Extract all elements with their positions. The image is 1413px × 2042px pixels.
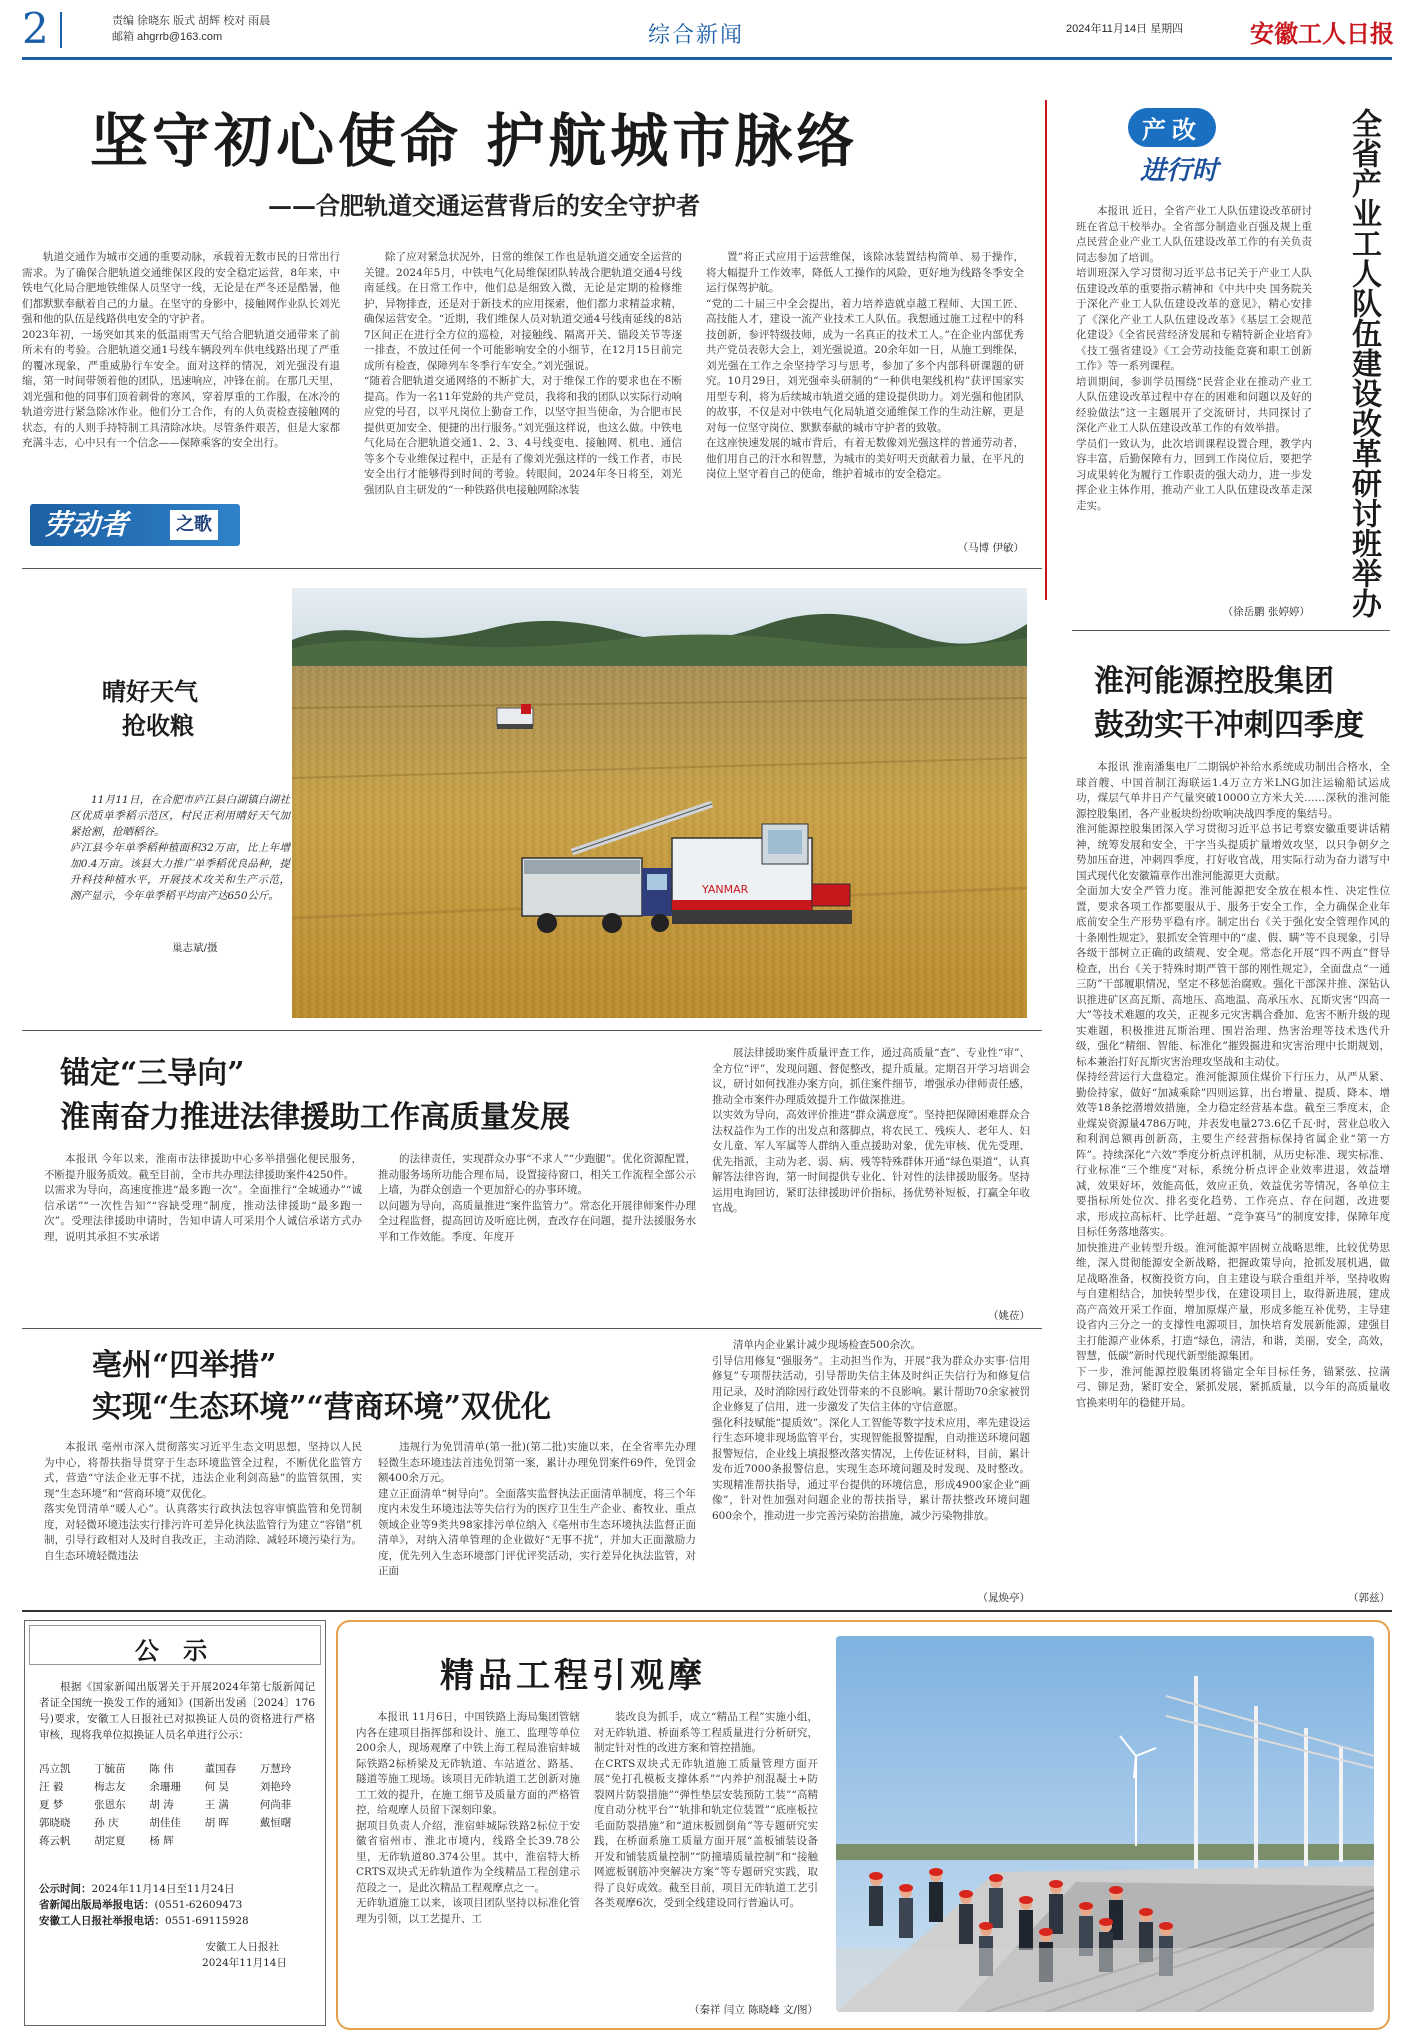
bozhou-col1-text: 本报讯 亳州市深入贯彻落实习近平生态文明思想，坚持以人民为中心，将帮扶指导贯穿于生态环境监管全过程，不断优化监管方式，营造“守法企业无事不扰，违法企业利剑高悬”的监管氛围，实现“生态环境”和“营商环境”双优化。 落实免罚清单“暖人心”。认真落实行政执法包容审慎监管和免罚制度，对轻微环境违法实行排污许可差异化执法监管行为建立“容错”机制，引导行政相对人及时自我改正，主动消除、减轻环境污染行为。自生态环境轻微违法 bbox=[44, 1441, 362, 1562]
notice-phone1-label: 省新闻出版局举报电话： bbox=[39, 1899, 155, 1911]
notice-name: 蒋云帆 bbox=[39, 1835, 71, 1847]
notice-signer: 安徽工人日报社 bbox=[205, 1941, 279, 1953]
quality-column-2 bbox=[594, 1710, 818, 2000]
legal-column-3 bbox=[712, 1046, 1030, 1310]
notice-name: 胡 晖 bbox=[204, 1817, 229, 1829]
page-number: 2 bbox=[22, 4, 49, 53]
energy-byline: （郭兹） bbox=[1348, 1592, 1390, 1604]
visitor-figure bbox=[899, 1884, 913, 1938]
notice-name: 余珊珊 bbox=[149, 1781, 181, 1793]
labor-song-tag-main: 劳动者 bbox=[44, 508, 129, 541]
notice-name: 董国春 bbox=[204, 1763, 237, 1775]
notice-body: 根据《国家新闻出版署关于开展2024年第七版新闻记者证全国统一换发工作的通知》(国新出发函〔2024〕176号)要求，安徽工人日报社已对拟换证人员的资格进行严格审核，现将我单位拟换证人员名单进行公示： bbox=[39, 1681, 315, 1741]
notice-name: 杨 辉 bbox=[149, 1835, 174, 1847]
notice-name: 万慧玲 bbox=[259, 1763, 292, 1775]
notice-name: 张恩东 bbox=[94, 1799, 126, 1811]
legal-byline: （姚莅） bbox=[988, 1310, 1030, 1322]
quality-col2-text: 装改良为抓手，成立“精品工程”实施小组，对无砟轨道、桥面系等工程质量进行分析研究，制定针对性的改进方案和管控措施。 在CRTS双块式无砟轨道施工质量管理方面开展“免打孔模板支撑体系”“内养护剂混凝土+防裂网片防裂措施”“弹性垫层安装预防工装”“高精度自动分枕平台”“轨排和轨定位装置”“底座板拉毛面防裂措施”和“道床板圆倒角”等专题研究实践，在桥面系施工质量方面开展“盖板铺装设备开发和铺装质量控制”“防撞墙质量控制”和“接触网遮板钢筋冲突解决方案”等专题研究实践，取得了良好成效。截至目前，项目无砟轨道工艺引各类观摩6次，受到全线建设同行普遍认可。 bbox=[594, 1711, 818, 1909]
lead-subheadline: ——合肥轨道交通运营背后的安全守护者 bbox=[268, 191, 700, 220]
reform-badge-bottom: 进行时 bbox=[1140, 156, 1219, 186]
quality-photo bbox=[836, 1636, 1374, 2012]
bozhou-column-3 bbox=[712, 1338, 1030, 1588]
harvest-photographer: 巢志斌/摄 bbox=[172, 942, 218, 954]
lead-divider-h bbox=[22, 568, 1042, 569]
legal-title-line1: 锚定“三导向” bbox=[60, 1056, 245, 1091]
notice-name: 郭晓晓 bbox=[39, 1817, 71, 1829]
notice-name: 胡定夏 bbox=[94, 1835, 126, 1847]
notice-phone1: (0551-62609473 bbox=[154, 1899, 243, 1911]
legal-divider-bottom bbox=[22, 1328, 1042, 1329]
email-line: 邮箱 ahgrrb@163.com bbox=[112, 31, 223, 43]
notice-signed-date: 2024年11月14日 bbox=[202, 1957, 287, 1969]
notice-box bbox=[24, 1620, 326, 2026]
lead-col2-text: 除了应对紧急状况外，日常的维保工作也是轨道交通安全运营的关键。2024年5月，中铁电气化局维保团队转战合肥轨道交通4号线南延线。在日常工作中，他们总是细致入微，无论是定期的检修维护，异物排查，还是对于新技术的应用探索，他们都力求精益求精，确保运营安全。“近期，我们维保人员对轨道交通4号线南延线的8站7区间正在进行全方位的巡检，对接触线、隔离开关、锚段关节等逐一排查，不放过任何一个可能影响安全的小细节，在12月15日前完成所有检查，保障列车冬季行车安全。”刘光强说。 “随着合肥轨道交通网络的不断扩大，对于维保工作的要求也在不断提高。作为一名11年党龄的共产党员，我将和我的团队以实际行动响应党的号召，以平凡岗位上勤奋工作，以坚守担当使命，为合肥市民提供更加安全、便捷的出行服务。”刘光强这样说，也这么做。中铁电气化局在合肥轨道交通1、2、3、4号线变电、接触网、机电、通信等多个专业维保过程中，正是有了像刘光强这样的一线工作者，市民安全出行才能够得到时间的考验。转眼间，2024年冬日将至，刘光强团队自主研发的“一种铁路供电接触网除冰装 bbox=[364, 251, 682, 496]
reform-badge-top: 产改 bbox=[1128, 108, 1216, 147]
notice-name: 夏 梦 bbox=[39, 1799, 64, 1811]
notice-name: 孙 庆 bbox=[94, 1817, 119, 1829]
legal-col3-text: 展法律援助案件质量评查工作，通过高质量“查”、专业性“审”、全方位“评”，发现问题、督促整改，提升质量。定期召开学习培训会议，研讨如何找准办案方向，抓住案件细节，增强承办律师责任感，推动全市案件办理质效提升工作做深推进。 以实效为导向，高效评价推进“群众满意度”。坚持把保障困难群众合法权益作为工作的出发点和落脚点，将农民工、残疾人、老年人、妇女儿童、军人军属等人群纳入重点援助对象，优先审核、优先受理、优先指派，主动为老、弱、病、残等特殊群体开通“绿色渠道”，认真解答法律咨询，第一时间提供专业化、针对性的法律援助服务。坚持运用电询回访，紧盯法律援助评价指标，扬优势补短板，打赢全年收官战。 bbox=[712, 1047, 1030, 1214]
notice-name: 刘艳玲 bbox=[259, 1781, 292, 1793]
reform-vertical-title: 全省产业工人队伍建设改革研讨班举办 bbox=[1346, 108, 1381, 618]
quality-column-1 bbox=[356, 1710, 580, 2010]
quality-title: 精品工程引观摩 bbox=[440, 1656, 706, 1696]
lead-column-3 bbox=[706, 250, 1024, 540]
reform-badge bbox=[1100, 100, 1280, 190]
notice-footer bbox=[39, 1881, 315, 1971]
visitor-figure bbox=[929, 1868, 943, 1922]
harvest-title-line1: 晴好天气 bbox=[102, 677, 198, 706]
reform-byline: （徐岳鹏 张婷婷） bbox=[1222, 606, 1310, 618]
notice-name-grid bbox=[39, 1761, 315, 1849]
labor-song-tag bbox=[30, 504, 240, 546]
legal-divider-top bbox=[22, 1030, 1042, 1031]
quality-col1-text: 本报讯 11月6日，中国铁路上海局集团管辖内各在建项目指挥部和设计、施工、监理等单位200余人，现场观摩了中铁上海工程局淮宿蚌城际铁路2标桥梁及无砟轨道、车站道岔、路基、隧道等施工现场。该项目无砟轨道工艺创新对施工工效的提升，在施工细节及质量方面的严格管控，给观摩人员留下深刻印象。 据项目负责人介绍，淮宿蚌城际铁路2标位于安徽省宿州市、淮北市境内，线路全长39.78公里，无砟轨道80.374公里。其中，淮宿特大桥CRTS双块式无砟轨道作为全线精品工程创建示范段之一，是此次精品工程观摩点之一。 无砟轨道施工以来，该项目团队坚持以标准化管理为引领，以工艺提升、工 bbox=[356, 1711, 580, 1925]
section-name: 综合新闻 bbox=[648, 23, 745, 48]
harvest-field-image bbox=[292, 588, 1027, 1018]
notice-name: 何尚菲 bbox=[259, 1799, 292, 1811]
main-divider-bottom bbox=[22, 1610, 1392, 1612]
notice-name: 汪 毅 bbox=[39, 1781, 64, 1793]
visitor-figure bbox=[959, 1890, 973, 1944]
paper-name: 安徽工人日报 bbox=[1250, 19, 1394, 48]
lead-headline: 坚守初心使命 护航城市脉络 bbox=[90, 107, 859, 175]
bozhou-column-2 bbox=[378, 1440, 696, 1600]
labor-song-tag-suffix: 之歌 bbox=[170, 510, 218, 540]
energy-body-text: 本报讯 淮南潘集电厂二期锅炉补给水系统成功制出合格水，全球首艘、中国首制江海联运1.4万立方米LNG加注运输船试运成功，煤层气单井日产气量突破10000立方米大关……深秋的淮河能源控股集团，各产业板块纷纷吹响决战四季度的集结号。 淮河能源控股集团深入学习贯彻习近平总书记考察安徽重要讲话精神，统筹发展和安全，干字当头提质扩量增效攻坚，以只争朝夕之势加压奋进，冲刺四季度，打好收官战，用实际行动为奋力谱写中国式现代化安徽篇章作出淮河能源更大贡献。 全面加大安全严管力度。淮河能源把安全放在根本性、决定性位置，要求各项工作都要服从于、服务于安全工作，全力确保企业年底前安全生产形势平稳有序。制定出台《关于强化安全管理作风的十条刚性规定》，狠抓安全管理中的“虚、假、瞒”等不良现象，引导各级干部树立正确的政绩观、安全观。常态化开展“四不两直”督导检查，出台《关于特殊时期严管干部的刚性规定》，全面盘点“一通三防”干部履职情况，坚定不移惩治腐败。强化干部深井推、深钻认识推进矿区高瓦斯、高地压、高地温、高承压水、瓦斯灾害“四高一大”等技术难题的攻关，正视多元灾害耦合叠加、危害不断升级的现实难题，积极推进瓦斯治理、围岩治理、热害治理等技术迭代升级，强化“精细、智能、标准化”摧毁掘进和灾害治理中长期规划，标本兼治打好瓦斯灾害治理攻坚战和主动仗。 保持经营运行大盘稳定。淮河能源顶住煤价下行压力，从严从紧、勤俭持家，做好“加减乘除”四则运算，出台增量、提质、降本、增效等18条挖潜增效措施，全力稳定经营基本盘。截至三季度末，企业煤炭资源量4786万吨，并表发电量273.6亿千瓦·时，营业总收入和利润总额再创新高，主要生产经营指标保持省属企业“第一方阵”。持续深化“六效”季度分析点评机制，从历史标准、现实标准、行业标准“三个维度”对标，系统分析点评企业效率进退，效益增减，效果好坏，效能高低，效应正负，效益优劣等情况，各单位主要指标所处位次、排名变化趋势、工作亮点、存在问题，改进要求，形成拉高标杆、比学赶超、“竞争赛马”的制度安排，保障年度目标任务落地落实。 加快推进产业转型升级。淮河能源牢固树立战略思维，比较优势思维，深入贯彻能源安全新战略，把握政策导向，抢抓发展机遇，做足战略准备，权衡投资方向，自主建设与联合重组并举，坚持收购与自建相结合，加快转型步伐，在建设项目上，取得新进展，建成高产高效开采工作面，增加原煤产量，形成多能互补优势，主导建设省内三分之一的支撑性电源项目，加快培育发展新能源，建强目主打能源产业体系，打造“绿色，清洁，和谐，美丽，安全，高效，智慧，低碳”新时代现代新型能源集团。 下一步，淮河能源控股集团将锚定全年目标任务，锚紧弦、拉满弓、铆足劲，紧盯安全，紧抓发展，紧抓质量，以今年的高质量收官换来明年的稳健开局。 bbox=[1076, 761, 1390, 1409]
legal-col2-text: 的法律责任，实现群众办事“不求人”“少跑腿”。优化资源配置，推动服务场所功能合理布局，设置接待窗口，相关工作流程全部公示上墙，为群众创造一个更加舒心的办事环境。 以问题为导向，高质量推进“案件监管力”。常态化开展律师案件办理全过程监督，提高回访及听庭比例，查改存在问题，提升法援服务水平和工作效能。季度、年度开 bbox=[378, 1153, 696, 1243]
notice-name: 冯立凯 bbox=[39, 1763, 71, 1775]
notice-phone2: 0551-69115928 bbox=[165, 1915, 249, 1927]
visitor-figure bbox=[869, 1872, 883, 1926]
notice-name bbox=[260, 1833, 315, 1849]
notice-name: 胡佳佳 bbox=[149, 1817, 181, 1829]
quality-byline: （秦祥 闫立 陈晓峰 文/图） bbox=[688, 2004, 818, 2016]
lead-col3-text: 置”将正式应用于运营维保，该除冰装置结构简单、易于操作，将大幅提升工作效率，降低人工操作的风险，更好地为线路冬季安全运行保驾护航。 “党的二十届三中全会提出，着力培养造就卓越工程师、大国工匠、高技能人才，建设一流产业技术工人队伍。我想通过施工过程中的科技创新，参评特级技师，成为一名真正的技术工人。”在企业内部优秀共产党员表彰大会上，刘光强说道。20余年如一日，从施工到维保，刘光强在工作之余坚持学习与思考，参加了多个内部科研课题的研究。10月29日，刘光强牵头研制的“一种供电架线机构”获评国家实用型专利，将为后续城市轨道交通的建设提供助力。刘光强和他团队的故事，不仅是对中铁电气化局轨道交通维保工作的生动注解，更是对每一位坚守岗位、默默奉献的城市守护者的致敬。 在这座快速发展的城市背后，有着无数像刘光强这样的普通劳动者，他们用自己的汗水和智慧，为城市的美好明天贡献着力量，在平凡的岗位上坚守着自己的使命，维护着城市的安全稳定。 bbox=[706, 251, 1024, 480]
energy-body bbox=[1076, 760, 1390, 1592]
notice-name: 梅志友 bbox=[94, 1781, 126, 1793]
notice-name bbox=[205, 1833, 260, 1849]
bozhou-byline: （晁焕亭） bbox=[977, 1592, 1030, 1604]
notice-period-row bbox=[39, 1881, 315, 1897]
notice-phone2-row bbox=[39, 1913, 315, 1929]
reform-divider bbox=[1072, 630, 1390, 631]
notice-name: 胡 涛 bbox=[149, 1799, 174, 1811]
lead-column-1 bbox=[22, 250, 340, 490]
legal-column-1 bbox=[44, 1152, 362, 1322]
lead-byline: （马博 伊敏） bbox=[957, 542, 1024, 554]
legal-column-2 bbox=[378, 1152, 696, 1322]
harvest-title-line2: 抢收粮 bbox=[122, 711, 194, 740]
lead-divider-v bbox=[1045, 100, 1047, 600]
harvester-brand-label: YANMAR bbox=[702, 883, 749, 896]
masthead-rule bbox=[22, 57, 1392, 60]
notice-phone1-row bbox=[39, 1897, 315, 1913]
notice-period: 2024年11月14日至11月24日 bbox=[91, 1883, 235, 1895]
masthead bbox=[0, 0, 1413, 56]
energy-title-line1: 淮河能源控股集团 bbox=[1094, 664, 1334, 699]
bozhou-col3-text: 清单内企业累计减少现场检查500余次。 引导信用修复“强服务”。主动担当作为，开展“我为群众办实事·信用修复”专项帮扶活动，引导帮助失信主体及时纠正失信行为和修复信用记录，及时消除因行政处罚带来的不良影响。累计帮助70余家被罚企业修复了信用，进一步激发了失信主体的守信意愿。 强化科技赋能“提质效”。深化人工智能等数字技术应用，率先建设运行生态环境非现场监管平台，实现智能报警提醒，自动推送环境问题报警短信，企业线上填报整改落实情况，上传佐证材料，目前，累计发布近7000条报警信息，实现生态环境问题及时发现、及时整改。实现精准帮扶指导，通过平台提供的环境信息，形成4900家企业“画像”，针对性加强对问题企业的帮扶指导，累计帮扶整改环境问题600余个，推动进一步完善污染防治措施，减少污染物排放。 bbox=[712, 1339, 1030, 1522]
notice-phone2-label: 安徽工人日报社举报电话： bbox=[39, 1915, 165, 1927]
notice-name: 王 满 bbox=[204, 1799, 229, 1811]
reform-body-text: 本报讯 近日，全省产业工人队伍建设改革研讨班在省总干校举办。全省部分制造业百强及规上重点民营企业产业工人队伍建设改革工作的有关负责同志参加了培训。 培训班深入学习贯彻习近平总书记关于产业工人队伍建设改革的重要指示精神和《中共中央 国务院关于深化产业工人队伍建设改革的意见》，精心安排了《深化产业工人队伍建设改革》《基层工会规范化建设》《全省民营经济发展和专精特新企业培育》《技工强省建设》《工会劳动技能竞赛和职工创新工作》等一系列课程。 培训期间，参训学员围绕“民营企业在推动产业工人队伍建设改革过程中存在的困难和问题以及好的经验做法”这一主题展开了交流研讨，共同探讨了深化产业工人队伍建设改革工作的有效举措。 学员们一致认为，此次培训课程设置合理，教学内容丰富，后勤保障有力，回到工作岗位后，要把学习成果转化为履行工作职责的强大动力，进一步发挥企业主体作用，推动产业工人队伍建设改革走深走实。 bbox=[1076, 205, 1312, 512]
legal-col1-text: 本报讯 今年以来，淮南市法律援助中心多举措强化便民服务，不断提升服务质效。截至目前，全市共办理法律援助案件4250件。 以需求为导向，高速度推进“最多跑一次”。全面推行“全城通办”“诚信承诺”“一次性告知”“容缺受理”制度，推动法律援助“最多跑一次”。受理法律援助申请时，告知申请人可采用个人诚信承诺方式办理，说明其承担不实承诺 bbox=[44, 1153, 362, 1243]
lead-column-1-tail-wrap bbox=[22, 494, 340, 554]
railway-site-image bbox=[836, 1636, 1374, 2012]
issue-date: 2024年11月14日 星期四 bbox=[1066, 23, 1184, 35]
bozhou-title-line2: 实现“生态环境”“营商环境”双优化 bbox=[92, 1390, 552, 1425]
distant-harvester bbox=[497, 704, 533, 729]
harvest-caption-box bbox=[22, 582, 290, 1002]
bozhou-title-line1: 亳州“四举措” bbox=[92, 1348, 277, 1383]
lead-col1-text: 轨道交通作为城市交通的重要动脉，承载着无数市民的日常出行需求。为了确保合肥轨道交通维保区段的安全稳定运营，8年来，中铁电气化局合肥地铁维保人员坚守一线，无论是在严冬还是酷暑，他们都默默奉献着自己的力量。在坚守的身影中，接触网作业队长刘光强和他的队伍是线路供电安全的守护者。 2023年初，一场突如其来的低温雨雪天气给合肥轨道交通带来了前所未有的考验。合肥轨道交通1号线车辆段列车供电线路出现了严重的覆冰现象，严重威胁行车安全。面对这样的情况，刘光强没有退缩，第一时间带领着他的团队，迅速响应，冲锋在前。在那几天里，刘光强和他的同事们顶着刺骨的寒风，穿着厚重的工作服，在冰冷的轨道旁进行紧急除冰作业。他们分工合作，有的人负责检查接触网的状态，有的人则手持特制工具清除冰块。尽管条件艰苦，但是大家都充满斗志，心中只有一个信念——保障乘客的安全出行。 bbox=[22, 251, 340, 449]
visitor-figure bbox=[1019, 1896, 1033, 1950]
notice-name: 戴恒曙 bbox=[259, 1817, 292, 1829]
visitor-figure bbox=[989, 1874, 1003, 1928]
lead-column-2 bbox=[364, 250, 682, 555]
notice-name: 丁毓苗 bbox=[94, 1763, 126, 1775]
notice-title: 公 示 bbox=[134, 1636, 216, 1665]
bozhou-col2-text: 违规行为免罚清单(第一批)(第二批)实施以来，在全省率先办理轻微生态环境违法首违免罚第一案，累计办理免罚案件69件，免罚金额400余万元。 建立正面清单“树导向”。全面落实监督执法正面清单制度，将三个年度内未发生环境违法等失信行为的医疗卫生生产企业、畜牧业、重点领域企业等9类共98家排污单位纳入《亳州市生态环境执法监督正面清单》，对纳入清单管理的企业做好“无事不扰”，并加大正面激励力度，优先列入生态环境部门评优评奖活动，实行差异化执法监管，对正面 bbox=[378, 1441, 696, 1577]
harvest-caption: 11月11日，在合肥市庐江县白湖镇白湖社区优质单季稻示范区，村民正利用晴好天气加紧抢割，抢晒稻谷。 庐江县今年单季稻种植面积32万亩，比上年增加0.4万亩。该县大力推广单季稻优良品种，提升科技种植水平，开展技术攻关和生产示范，测产显示，今年单季稻平均亩产达650公斤。 bbox=[70, 794, 290, 902]
notice-name: 何 昊 bbox=[204, 1781, 229, 1793]
visitor-figure bbox=[1109, 1886, 1123, 1940]
bozhou-column-1 bbox=[44, 1440, 362, 1600]
notice-name: 陈 伟 bbox=[149, 1763, 174, 1775]
energy-title-line2: 鼓劲实干冲刺四季度 bbox=[1094, 708, 1364, 743]
notice-period-label: 公示时间： bbox=[39, 1883, 92, 1895]
visitor-figure bbox=[1049, 1880, 1063, 1934]
legal-title-line2: 淮南奋力推进法律援助工作高质量发展 bbox=[60, 1100, 570, 1135]
harvest-photo bbox=[292, 588, 1027, 1018]
reform-body bbox=[1076, 204, 1312, 622]
page-number-divider bbox=[60, 12, 62, 48]
visitor-figure bbox=[1079, 1902, 1093, 1956]
editors-line: 责编 徐晓东 版式 胡辉 校对 雨晨 bbox=[112, 15, 271, 27]
